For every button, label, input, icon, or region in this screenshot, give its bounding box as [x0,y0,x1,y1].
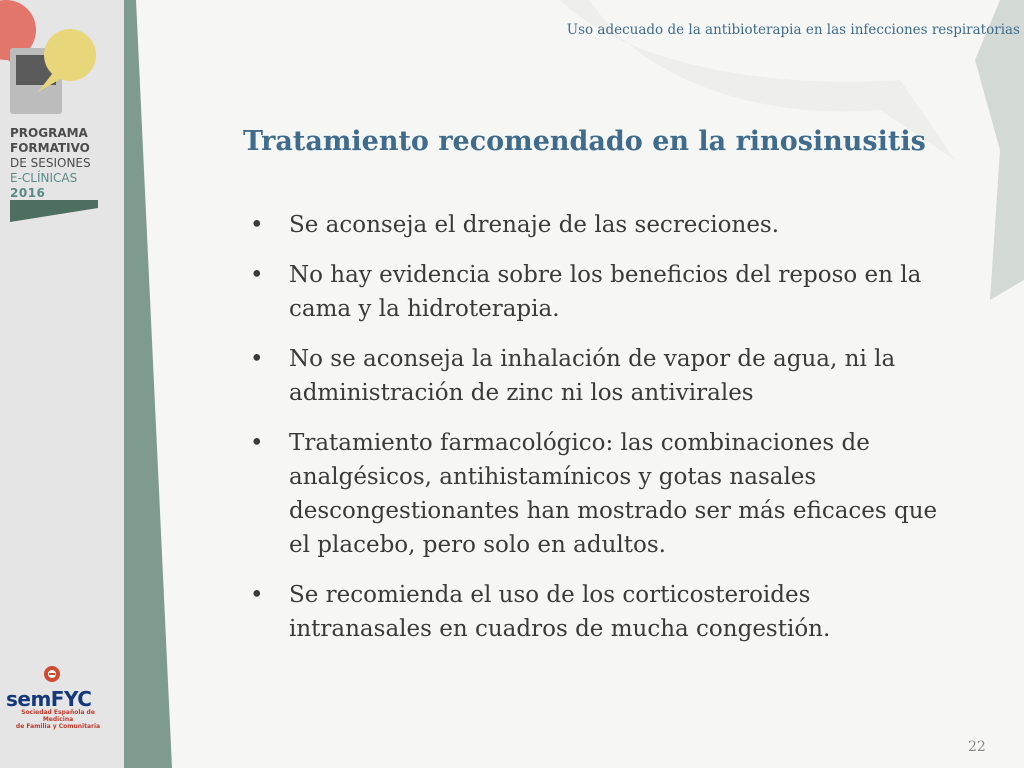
bullet-icon: • [250,430,264,456]
program-line-1: PROGRAMA [10,126,88,140]
bullet-text: No se aconseja la inhalación de vapor de agua, ni la administración de zinc ni los antivirales [289,346,896,406]
bullet-item [248,578,948,646]
semfyc-logo [6,665,116,730]
right-speech-bubble-shape [975,0,1024,300]
green-band-shape [124,0,172,768]
semfyc-emblem-icon [6,665,116,683]
slide-title: Tratamiento recomendado en la rinosinusitis [243,126,926,157]
organization-subtitle-2: de Familia y Comunitaria [15,723,101,730]
program-line-2: FORMATIVO [10,141,90,155]
organization-name: semFYC [6,687,92,711]
bullet-text: Tratamiento farmacológico: las combinaciones de analgésicos, antihistamínicos y gotas nasales descongestionantes han mostrado ser más eficaces que el placebo, pero solo en adultos. [289,430,938,558]
bullet-list [248,208,948,662]
program-line-4: E-CLÍNICAS [10,171,78,185]
bullet-icon: • [250,582,264,608]
yellow-bubble-shape [44,29,96,81]
bullet-text: No hay evidencia sobre los beneficios del reposo en la cama y la hidroterapia. [289,262,922,322]
bullet-item [248,342,948,410]
bullet-text: Se aconseja el drenaje de las secreciones. [289,212,780,238]
sidebar-background [0,0,126,768]
presentation-subtitle: Uso adecuado de la antibioterapia en las infecciones respiratorias [566,22,1020,38]
bullet-icon: • [250,212,264,238]
bullet-text: Se recomienda el uso de los corticosteroides intranasales en cuadros de mucha congestión. [289,582,831,642]
bullet-icon: • [250,346,264,372]
program-label [10,126,120,201]
bullet-item [248,208,948,242]
program-line-3: DE SESIONES [10,156,91,170]
bullet-item [248,426,948,562]
bullet-icon: • [250,262,264,288]
organization-subtitle-1: Sociedad Española de Medicina [21,709,95,723]
bullet-item [248,258,948,326]
program-year: 2016 [10,186,46,200]
page-number: 22 [968,739,986,755]
